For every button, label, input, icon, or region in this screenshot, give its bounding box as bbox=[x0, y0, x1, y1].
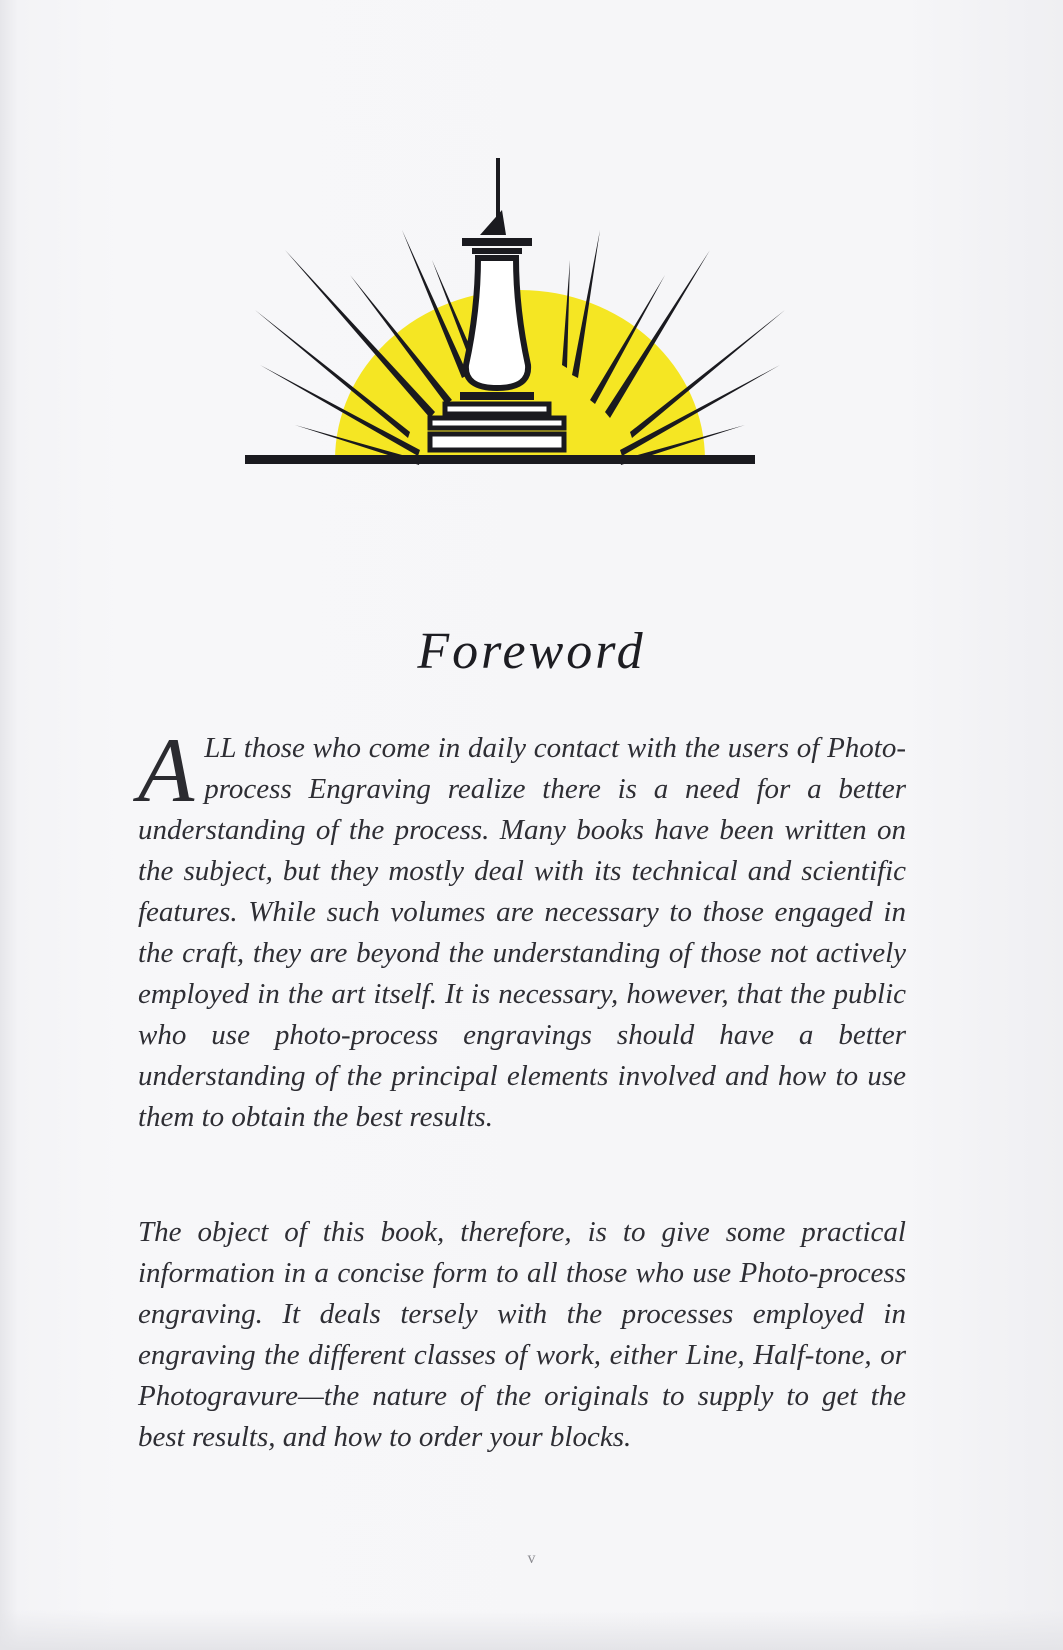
paragraph-1-text: LL those who come in daily contact with the users of Photo-process Engraving realize there is a need for a better understanding of the process. Many books have been written on the subject, but they mostly deal with its technical and scientific features. While such volumes are necessary to those engaged in the craft, they are beyond the understanding of those not actively employed in the art itself. It is necessary, however, that the public who use photo-process engravings should have a better understanding of the principal elements involved and how to use them to obtain the best results. bbox=[138, 732, 906, 1133]
page-title: Foreword bbox=[417, 623, 646, 680]
paragraph-1 bbox=[138, 719, 906, 1138]
page-number: v bbox=[527, 1550, 536, 1567]
paragraph-2: The object of this book, therefore, is to give some practical information in a concise form to all those who use Photo-process engraving. It deals tersely with the processes employed in engraving the different classes of work, either Line, Half-tone, or Photogravure—the nature of the originals to supply to get the best results, and how to order your blocks. bbox=[138, 1216, 906, 1453]
drop-cap: A bbox=[138, 719, 195, 821]
base-rule bbox=[245, 455, 755, 464]
sunburst-tower-icon bbox=[240, 150, 800, 500]
page-shadow bbox=[0, 1610, 1063, 1650]
